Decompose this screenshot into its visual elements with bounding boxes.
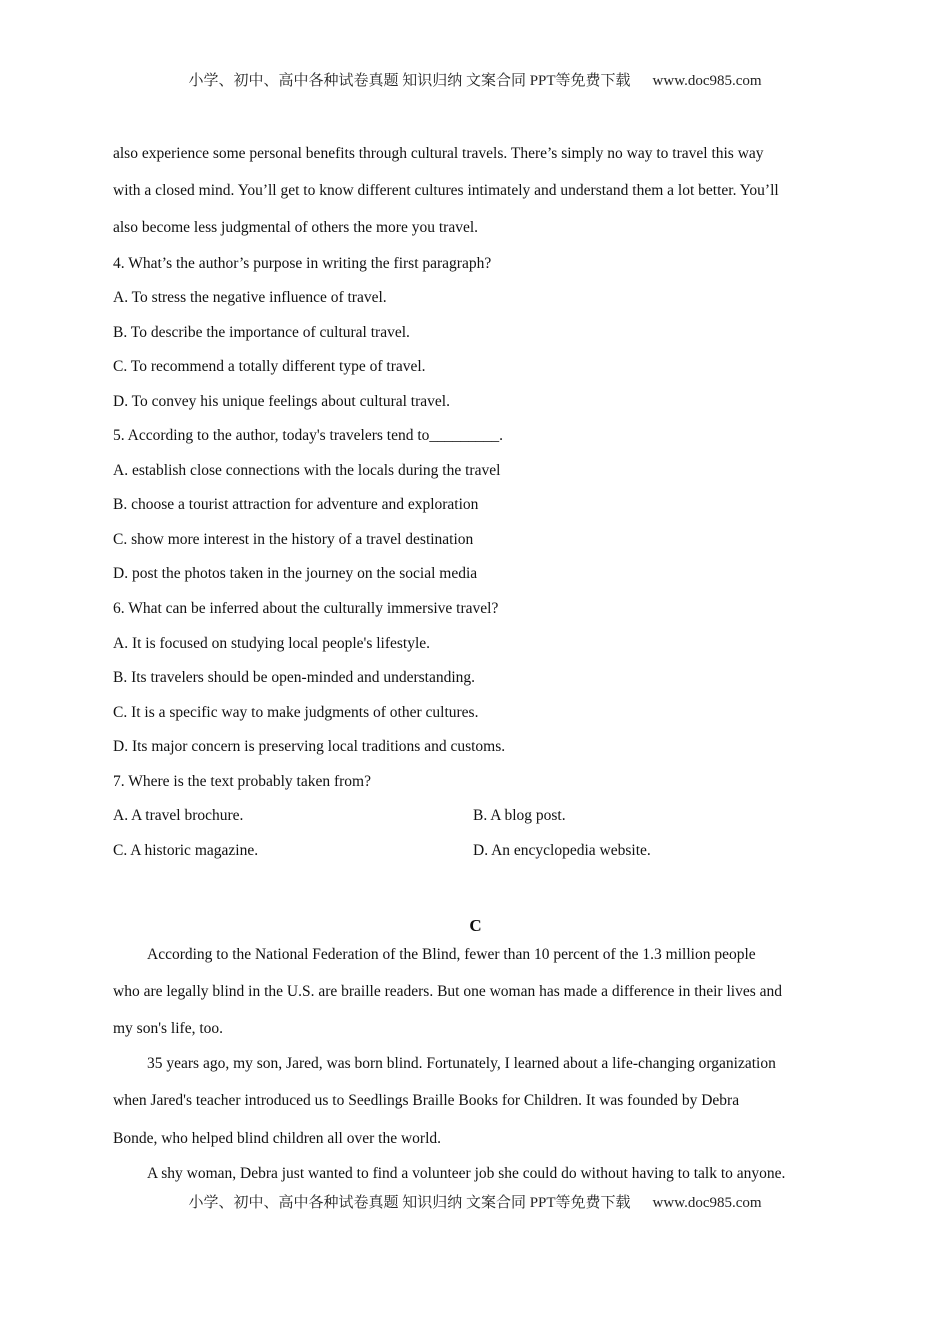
footer-site-link[interactable]: www.doc985.com xyxy=(652,1195,762,1211)
footer-text: 小学、初中、高中各种试卷真题 知识归纳 文案合同 PPT等免费下载 xyxy=(188,1195,631,1211)
paragraph-line: when Jared's teacher introduced us to Seedlings Braille Books for Children. It was founded by Debra xyxy=(113,1092,740,1109)
paragraph-line: my son's life, too. xyxy=(113,1020,223,1037)
question-6-stem: 6. What can be inferred about the culturally immersive travel? xyxy=(113,600,499,617)
paragraph-line: According to the National Federation of the Blind, fewer than 10 percent of the 1.3 million people xyxy=(147,946,756,963)
question-5-option-c: C. show more interest in the history of a travel destination xyxy=(113,531,474,548)
question-5-option-a: A. establish close connections with the locals during the travel xyxy=(113,462,501,479)
section-c-heading: C xyxy=(469,916,482,935)
question-4-option-d: D. To convey his unique feelings about cultural travel. xyxy=(113,393,450,410)
question-4-option-b: B. To describe the importance of cultural travel. xyxy=(113,324,410,341)
paragraph-line: Bonde, who helped blind children all over the world. xyxy=(113,1130,442,1147)
question-7-option-a: A. A travel brochure. xyxy=(113,807,244,824)
header-site-link[interactable]: www.doc985.com xyxy=(652,73,762,89)
question-6-option-c: C. It is a specific way to make judgments of other cultures. xyxy=(113,704,479,721)
paragraph-line: A shy woman, Debra just wanted to find a volunteer job she could do without having to talk to anyone. xyxy=(147,1165,786,1182)
question-4-option-a: A. To stress the negative influence of travel. xyxy=(113,289,387,306)
passage-line: with a closed mind. You’ll get to know different cultures intimately and understand them a lot better. You’ll xyxy=(113,182,779,199)
paragraph-line: 35 years ago, my son, Jared, was born blind. Fortunately, I learned about a life-changing organization xyxy=(147,1055,776,1072)
question-7-option-d: D. An encyclopedia website. xyxy=(473,842,651,859)
question-4-option-c: C. To recommend a totally different type of travel. xyxy=(113,358,426,375)
question-5-option-d: D. post the photos taken in the journey on the social media xyxy=(113,565,478,582)
question-4-stem: 4. What’s the author’s purpose in writing the first paragraph? xyxy=(113,255,492,272)
paragraph-line: who are legally blind in the U.S. are braille readers. But one woman has made a difference in their lives and xyxy=(113,983,782,1000)
question-5-stem: 5. According to the author, today's travelers tend to_________. xyxy=(113,427,504,444)
page-header xyxy=(0,69,950,90)
page-footer xyxy=(0,1191,950,1212)
question-7-option-c: C. A historic magazine. xyxy=(113,842,259,859)
question-7-stem: 7. Where is the text probably taken from? xyxy=(113,773,371,790)
question-6-option-a: A. It is focused on studying local people's lifestyle. xyxy=(113,635,431,652)
passage-line: also become less judgmental of others the more you travel. xyxy=(113,219,479,236)
header-text: 小学、初中、高中各种试卷真题 知识归纳 文案合同 PPT等免费下载 xyxy=(188,73,631,89)
question-5-option-b: B. choose a tourist attraction for adventure and exploration xyxy=(113,496,479,513)
question-6-option-b: B. Its travelers should be open-minded and understanding. xyxy=(113,669,476,686)
passage-line: also experience some personal benefits through cultural travels. There’s simply no way to travel this way xyxy=(113,145,764,162)
question-6-option-d: D. Its major concern is preserving local traditions and customs. xyxy=(113,738,506,755)
question-7-option-b: B. A blog post. xyxy=(473,807,566,824)
